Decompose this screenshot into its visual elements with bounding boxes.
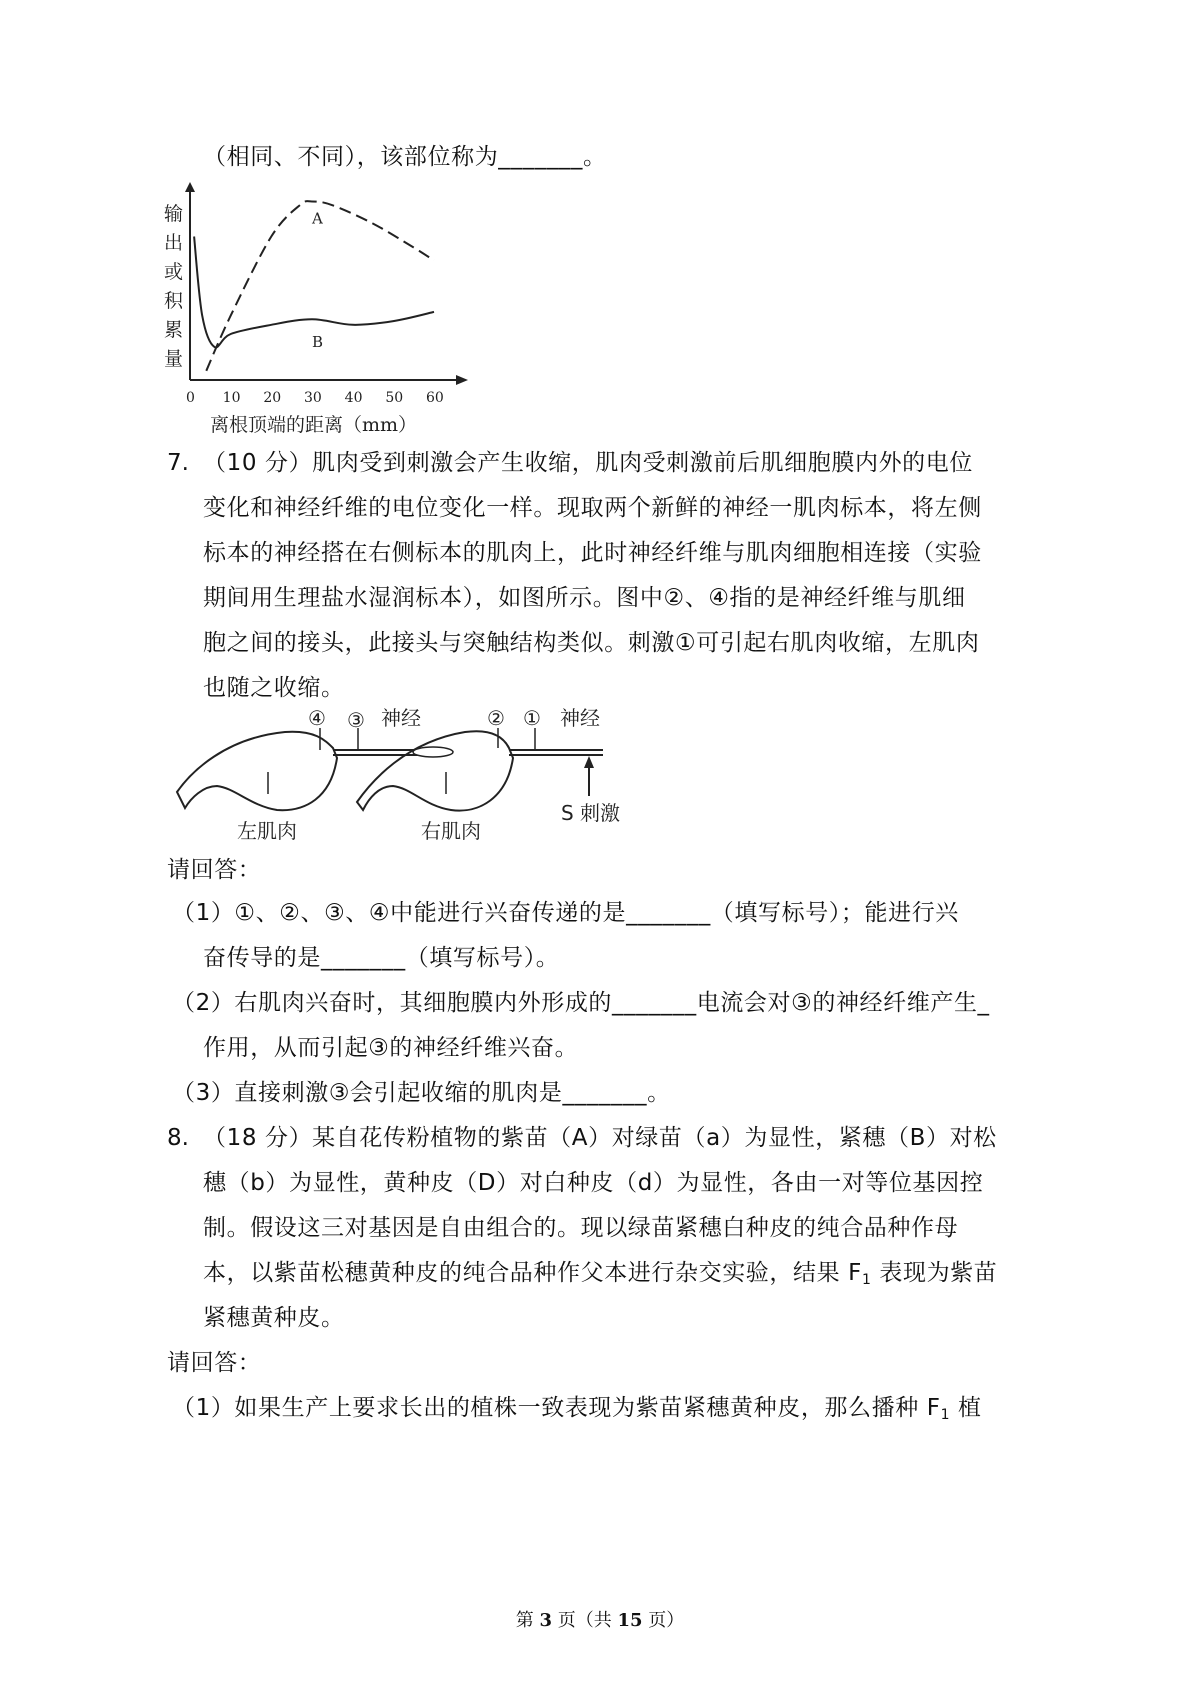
- label-nerve-left: 神经: [381, 706, 421, 730]
- q7-line-3: 标本的神经搭在右侧标本的肌肉上，此时神经纤维与肌肉细胞相连接（实验: [203, 540, 982, 566]
- x-tick-label: 0: [186, 390, 195, 406]
- nerve-end-in-right-muscle: [413, 747, 453, 757]
- q7-sub1-line-b: 奋传导的是_______（填写标号）。: [203, 945, 560, 971]
- q8-prompt: 请回答：: [167, 1350, 262, 1376]
- q8-line-2: 穗（b）为显性，黄种皮（D）对白种皮（d）为显性，各由一对等位基因控: [203, 1170, 984, 1196]
- x-tick-label: 10: [222, 390, 241, 406]
- ylabel-char: 出: [164, 232, 184, 254]
- footer-post: 页）: [642, 1610, 685, 1631]
- q8-line-4: [203, 1258, 997, 1295]
- q8-sub1-post: 植: [950, 1395, 982, 1421]
- distance-output-chart: [162, 180, 472, 450]
- footer-page-number: 3: [539, 1610, 552, 1631]
- label-2: ②: [487, 706, 505, 730]
- page-footer: [0, 1606, 1200, 1632]
- right-muscle-shape: [357, 731, 513, 810]
- label-3: ③: [347, 708, 365, 732]
- y-axis-arrow: [185, 182, 195, 192]
- q8-line-5: 紧穗黄种皮。: [203, 1305, 345, 1331]
- label-right-muscle: 右肌肉: [421, 819, 481, 843]
- q7-sub3: （3）直接刺激③会引起收缩的肌肉是_______。: [172, 1080, 671, 1106]
- ylabel-char: 或: [164, 261, 184, 283]
- x-axis-arrow: [456, 375, 468, 385]
- question-8-number: 8.: [167, 1125, 189, 1151]
- chart-ylabel: [164, 203, 184, 370]
- question-7-number: 7.: [167, 450, 189, 476]
- series-b-line: [194, 237, 434, 348]
- q8-sub1-pre: （1）如果生产上要求长出的植株一致表现为紫苗紧穗黄种皮，那么播种 F: [172, 1395, 941, 1421]
- q7-sub2-line-a: （2）右肌肉兴奋时，其细胞膜内外形成的_______电流会对③的神经纤维产生_: [172, 990, 990, 1016]
- ylabel-char: 输: [164, 203, 184, 225]
- q8-sub1-sub: 1: [940, 1407, 951, 1423]
- label-4: ④: [308, 706, 326, 730]
- q8-sub1: [172, 1393, 982, 1430]
- label-left-muscle: 左肌肉: [237, 819, 297, 843]
- q7-prompt: 请回答：: [167, 857, 262, 883]
- q7-line-2: 变化和神经纤维的电位变化一样。现取两个新鲜的神经一肌肉标本，将左侧: [203, 495, 982, 521]
- left-muscle-shape: [177, 732, 337, 810]
- q7-line-1: （10 分）肌肉受到刺激会产生收缩，肌肉受刺激前后肌细胞膜内外的电位: [203, 450, 973, 476]
- q7-line-5: 胞之间的接头，此接头与突触结构类似。刺激①可引起右肌肉收缩，左肌肉: [203, 630, 980, 656]
- ylabel-char: 量: [164, 348, 184, 370]
- q8-line-4-pre: 本，以紫苗松穗黄种皮的纯合品种作父本进行杂交实验，结果 F: [203, 1260, 862, 1286]
- footer-pre: 第: [515, 1610, 540, 1631]
- label-1: ①: [523, 706, 541, 730]
- q7-sub2-line-b: 作用，从而引起③的神经纤维兴奋。: [203, 1035, 579, 1061]
- series-a-label: A: [312, 209, 323, 228]
- series-b-label: B: [312, 332, 324, 351]
- x-tick-label: 20: [263, 390, 282, 406]
- chart-xticks: [186, 390, 444, 406]
- q7-line-6: 也随之收缩。: [203, 675, 345, 701]
- q8-line-4-sub: 1: [861, 1272, 872, 1288]
- q7-sub1-line-a: （1）①、②、③、④中能进行兴奋传递的是_______（填写标号）；能进行兴: [172, 900, 959, 926]
- q8-line-3: 制。假设这三对基因是自由组合的。现以绿苗紧穗白种皮的纯合品种作母: [203, 1215, 959, 1241]
- x-tick-label: 60: [426, 390, 444, 406]
- footer-total-pages: 15: [617, 1610, 643, 1631]
- stimulus-arrow-head: [584, 756, 594, 768]
- label-stimulus: S 刺激: [561, 801, 621, 825]
- q8-line-4-post: 表现为紫苗: [871, 1260, 998, 1286]
- label-nerve-right: 神经: [560, 706, 600, 730]
- x-tick-label: 40: [344, 390, 363, 406]
- continuation-line: （相同、不同），该部位称为_______。: [203, 144, 607, 170]
- ylabel-char: 累: [164, 319, 184, 341]
- chart-xlabel: 离根顶端的距离（mm）: [210, 414, 418, 436]
- q8-line-1: （18 分）某自花传粉植物的紫苗（A）对绿苗（a）为显性，紧穗（B）对松: [203, 1125, 997, 1151]
- q7-line-4: 期间用生理盐水湿润标本），如图所示。图中②、④指的是神经纤维与肌细: [203, 585, 966, 611]
- footer-mid: 页（共: [552, 1610, 618, 1631]
- x-tick-label: 50: [385, 390, 404, 406]
- x-tick-label: 30: [304, 390, 322, 406]
- nerve-muscle-figure: [165, 706, 635, 856]
- ylabel-char: 积: [164, 290, 184, 312]
